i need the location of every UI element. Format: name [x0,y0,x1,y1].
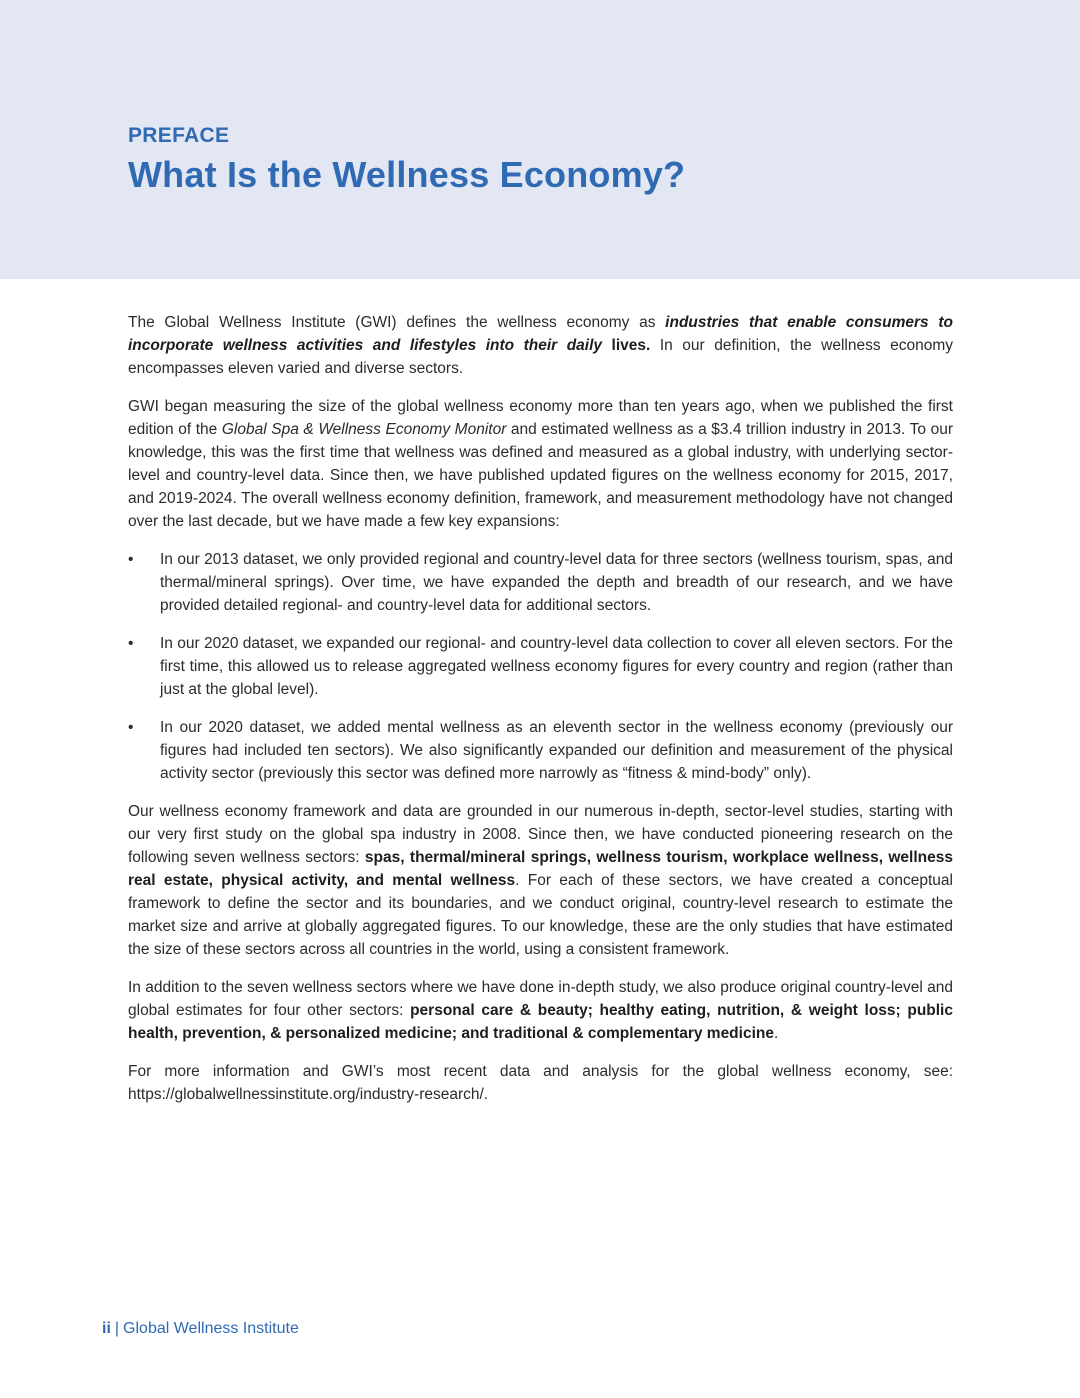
text-run: and estimated wellness as a $3.4 trillion industry in 2013. To our knowledge, this was the first time that wellness was defined and measured as a global industry, with underlying sector-level and country-level data. Since then, we have published updated figures on the wellness economy for 2015, 2017, and 2019-2024. The overall wellness economy definition, framework, and measurement methodology have not changed over the last decade, but we have made a few key expansions: [128,421,953,530]
list-item [128,632,953,701]
bullet-icon: • [128,635,134,652]
page-title: What Is the Wellness Economy? [128,154,686,195]
paragraph-definition [128,311,953,380]
section-eyebrow: PREFACE [128,124,230,147]
text-run: . For each of these sectors, we have created a conceptual framework to define the sector and its boundaries, and we conduct original, country-level research to estimate the market size and arrive at globally aggregated figures. To our knowledge, these are the only studies that have estimated the size of these sectors across all countries in the world, using a consistent framework. [128,872,953,958]
list-item-text: In our 2013 dataset, we only provided regional and country-level data for three sectors (wellness tourism, spas, and thermal/mineral springs). Over time, we have expanded the depth and breadth of our research, and we have provided detailed regional- and country-level data for additional sectors. [160,551,953,614]
text-run: . [773,1025,779,1042]
text-run: In addition to the seven wellness sectors where we have done in-depth study, we also produce original country-level and global estimates for four other sectors: [128,979,953,1019]
paragraph-other-sectors [128,976,953,1045]
body-content [128,311,953,1121]
text-run: Our wellness economy framework and data are grounded in our numerous in-depth, sector-level studies, starting with our very first study on the global spa industry in 2008. Since then, we have conducted pioneering research on the following seven wellness sectors: [128,803,953,866]
seven-sectors-list: spas, thermal/mineral springs, wellness tourism, workplace wellness, wellness real estate, physical activity, and mental wellness [128,849,953,889]
text-run: For more information and GWI’s most recent data and analysis for the global wellness economy, see: https://globalwellnessinstitute.org/industry-research/. [128,1063,953,1103]
publication-title: Global Spa & Wellness Economy Monitor [221,421,507,438]
page-number: ii [102,1320,111,1337]
list-item [128,548,953,617]
text-run: The Global Wellness Institute (GWI) defines the wellness economy as [128,314,666,331]
footer-org-name: Global Wellness Institute [123,1320,299,1337]
paragraph-history [128,395,953,533]
footer-separator: | [114,1320,120,1337]
four-sectors-list: personal care & beauty; healthy eating, nutrition, & weight loss; public health, prevention, & personalized medicine; and traditional & complementary medicine [128,1002,953,1042]
text-run: In our definition, the wellness economy encompasses eleven varied and diverse sectors. [128,337,953,377]
paragraph-more-info [128,1060,953,1106]
page-footer [102,1320,299,1338]
header-band [0,0,1080,279]
list-item [128,716,953,785]
bullet-icon: • [128,719,134,736]
bullet-icon: • [128,551,134,568]
list-item-text: In our 2020 dataset, we added mental wellness as an eleventh sector in the wellness economy (previously our figures had included ten sectors). We also significantly expanded our definition and measurement of the physical activity sector (previously this sector was defined more narrowly as “fitness & mind-body” only). [160,719,953,782]
expansions-list [128,548,953,785]
definition-emphasis-end: lives. [602,337,651,354]
paragraph-research [128,800,953,961]
text-run: GWI began measuring the size of the global wellness economy more than ten years ago, when we published the first edition of the [128,398,953,438]
list-item-text: In our 2020 dataset, we expanded our regional- and country-level data collection to cover all eleven sectors. For the first time, this allowed us to release aggregated wellness economy figures for every country and region (rather than just at the global level). [160,635,953,698]
definition-emphasis: industries that enable consumers to incorporate wellness activities and lifestyles into their daily [128,314,953,354]
